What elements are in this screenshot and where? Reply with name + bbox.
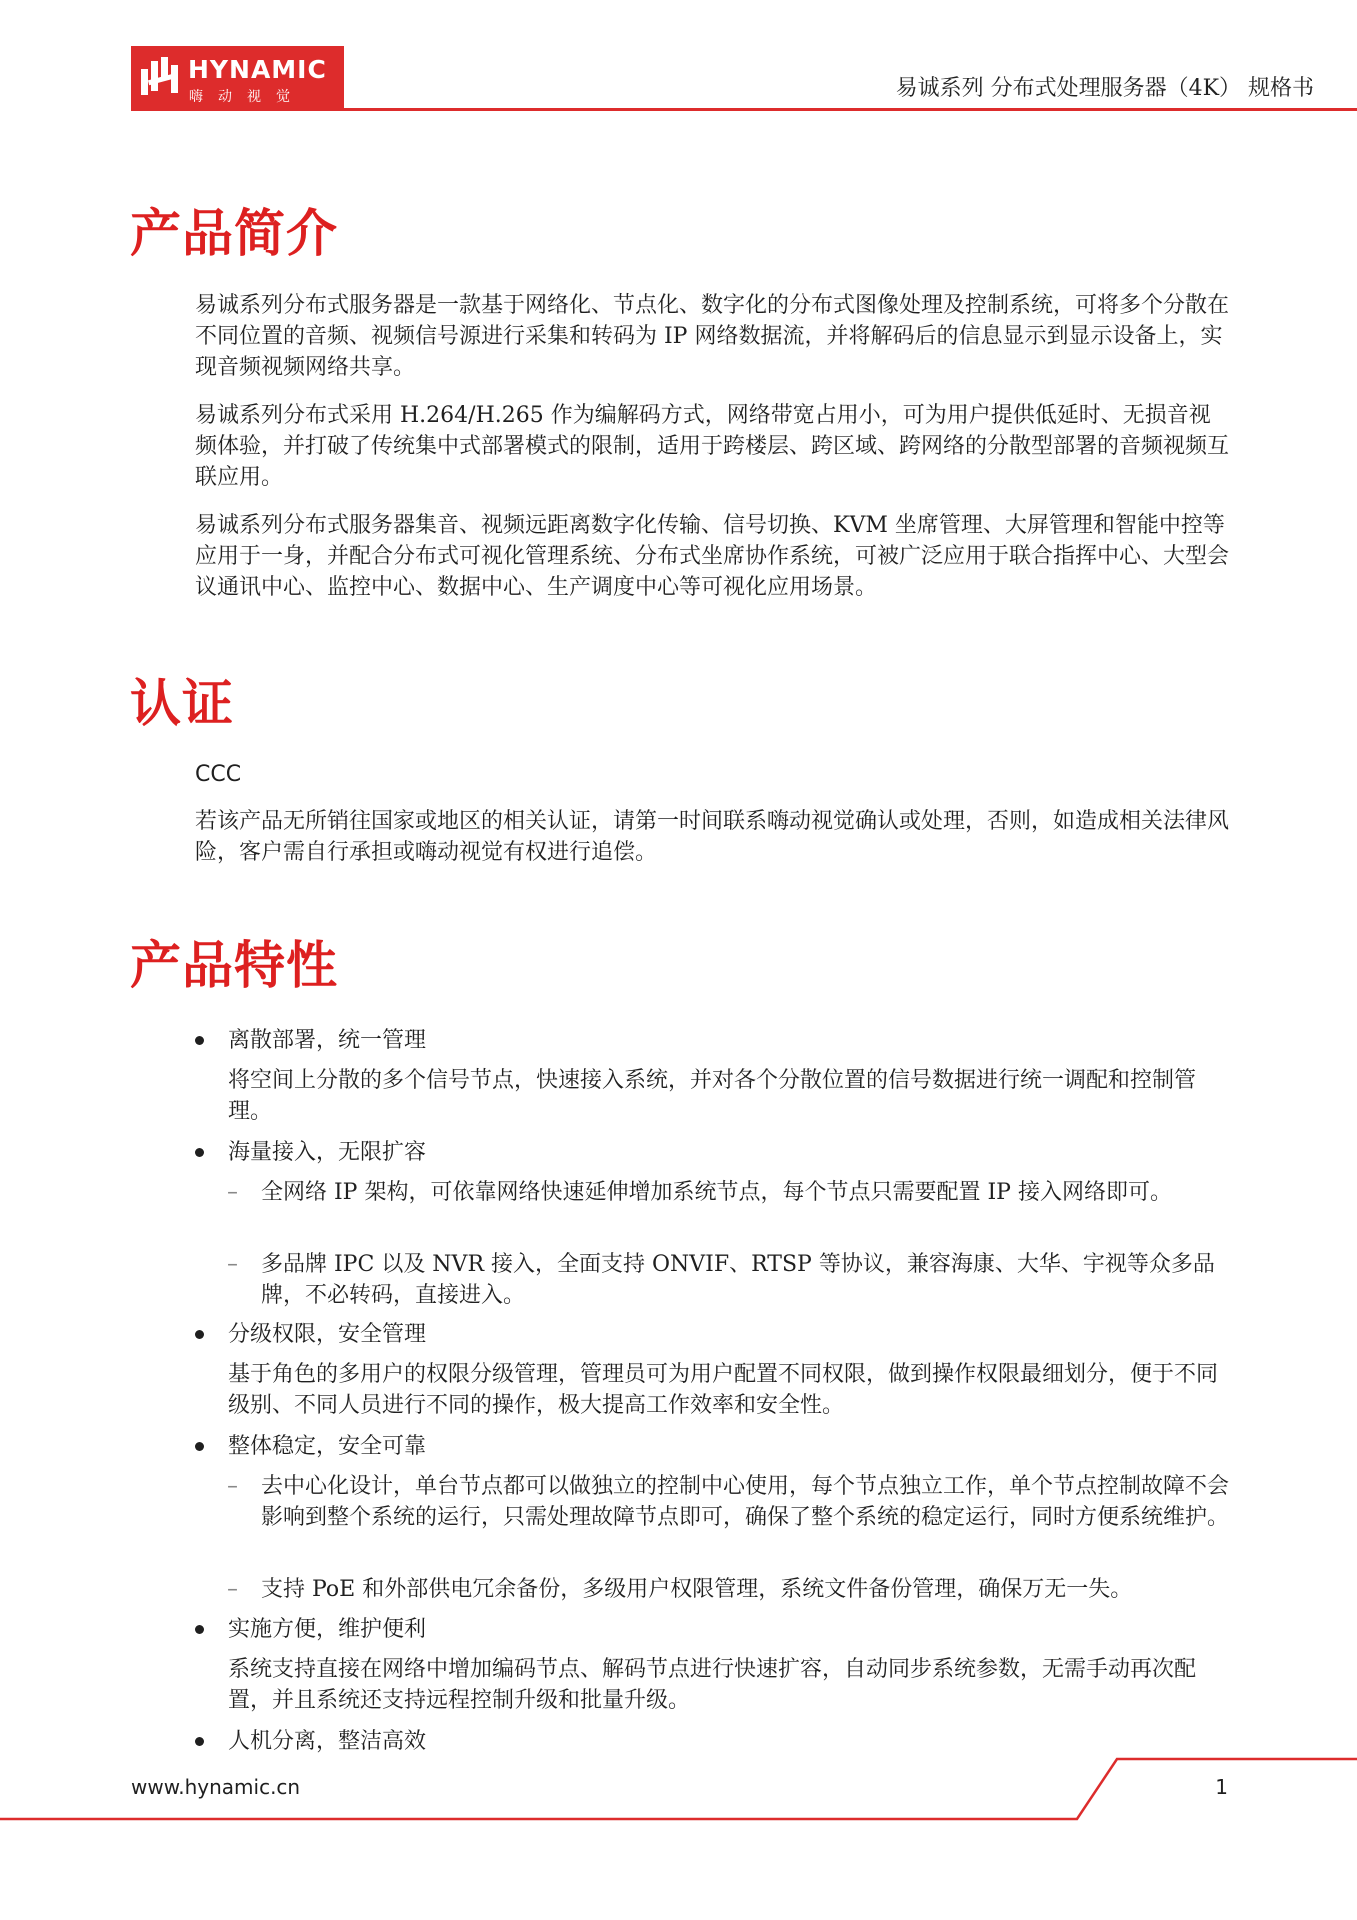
dash-icon: – — [227, 1474, 238, 1499]
intro-heading: 产品简介 — [130, 205, 339, 264]
feature-title: 离散部署，统一管理 — [228, 1028, 427, 1053]
bullet-icon — [195, 1737, 204, 1746]
doc-title: 易诚系列 分布式处理服务器（4K） 规格书 — [895, 76, 1314, 101]
header-divider — [131, 108, 1357, 111]
feature-sub-text: 多品牌 IPC 以及 NVR 接入，全面支持 ONVIF、RTSP 等协议，兼容海康、大华、宇视等众多品牌，不必转码，直接进入。 — [261, 1252, 1215, 1308]
feature-title: 实施方便，维护便利 — [228, 1617, 427, 1642]
bullet-icon — [195, 1330, 204, 1339]
logo-brand-text: HYNAMIC — [188, 55, 327, 84]
cert-heading: 认证 — [130, 675, 235, 734]
logo-mark-icon — [139, 55, 183, 101]
dash-icon: – — [227, 1577, 238, 1602]
dash-icon: – — [227, 1180, 238, 1205]
intro-paragraph-2: 易诚系列分布式采用 H.264/H.265 作为编解码方式，网络带宽占用小，可为用户提供低延时、无损音视频体验，并打破了传统集中式部署模式的限制，适用于跨楼层、跨区域、跨网络的分散型部署的音频视频互联应用。 — [195, 403, 1230, 490]
features-heading: 产品特性 — [130, 937, 339, 996]
footer-website-link[interactable]: www.hynamic.cn — [131, 1775, 301, 1799]
intro-paragraph-3: 易诚系列分布式服务器集音、视频远距离数字化传输、信号切换、KVM 坐席管理、大屏管理和智能中控等应用于一身，并配合分布式可视化管理系统、分布式坐席协作系统，可被广泛应用于联合指挥中心、大型会议通讯中心、监控中心、数据中心、生产调度中心等可视化应用场景。 — [195, 513, 1230, 600]
feature-desc: 将空间上分散的多个信号节点，快速接入系统，并对各个分散位置的信号数据进行统一调配和控制管理。 — [228, 1068, 1197, 1124]
feature-sub-text: 支持 PoE 和外部供电冗余备份，多级用户权限管理，系统文件备份管理，确保万无一失。 — [261, 1577, 1133, 1602]
bullet-icon — [195, 1148, 204, 1157]
brand-logo — [131, 46, 344, 109]
cert-note: 若该产品无所销往国家或地区的相关认证，请第一时间联系嗨动视觉确认或处理，否则，如造成相关法律风险，客户需自行承担或嗨动视觉有权进行追偿。 — [195, 809, 1230, 865]
feature-title: 分级权限，安全管理 — [228, 1322, 427, 1347]
feature-title: 整体稳定，安全可靠 — [228, 1434, 427, 1459]
feature-desc: 系统支持直接在网络中增加编码节点、解码节点进行快速扩容，自动同步系统参数，无需手动再次配置，并且系统还支持远程控制升级和批量升级。 — [228, 1657, 1197, 1713]
intro-paragraph-1: 易诚系列分布式服务器是一款基于网络化、节点化、数字化的分布式图像处理及控制系统，可将多个分散在不同位置的音频、视频信号源进行采集和转码为 IP 网络数据流，并将解码后的信息显示到显示设备上，实现音频视频网络共享。 — [195, 293, 1230, 380]
bullet-icon — [195, 1442, 204, 1451]
bullet-icon — [195, 1036, 204, 1045]
cert-code: CCC — [195, 762, 242, 787]
feature-title: 海量接入，无限扩容 — [228, 1140, 427, 1165]
feature-title: 人机分离，整洁高效 — [228, 1729, 427, 1754]
logo-brand-cn: 嗨动视觉 — [189, 89, 305, 105]
bullet-icon — [195, 1625, 204, 1634]
page-number: 1 — [1215, 1775, 1228, 1799]
feature-sub-text: 去中心化设计，单台节点都可以做独立的控制中心使用，每个节点独立工作，单个节点控制故障不会影响到整个系统的运行，只需处理故障节点即可，确保了整个系统的稳定运行，同时方便系统维护。 — [261, 1474, 1230, 1530]
feature-sub-text: 全网络 IP 架构，可依靠网络快速延伸增加系统节点，每个节点只需要配置 IP 接入网络即可。 — [261, 1180, 1172, 1205]
dash-icon: – — [227, 1252, 238, 1277]
feature-desc: 基于角色的多用户的权限分级管理，管理员可为用户配置不同权限，做到操作权限最细划分，便于不同级别、不同人员进行不同的操作，极大提高工作效率和安全性。 — [228, 1362, 1219, 1418]
